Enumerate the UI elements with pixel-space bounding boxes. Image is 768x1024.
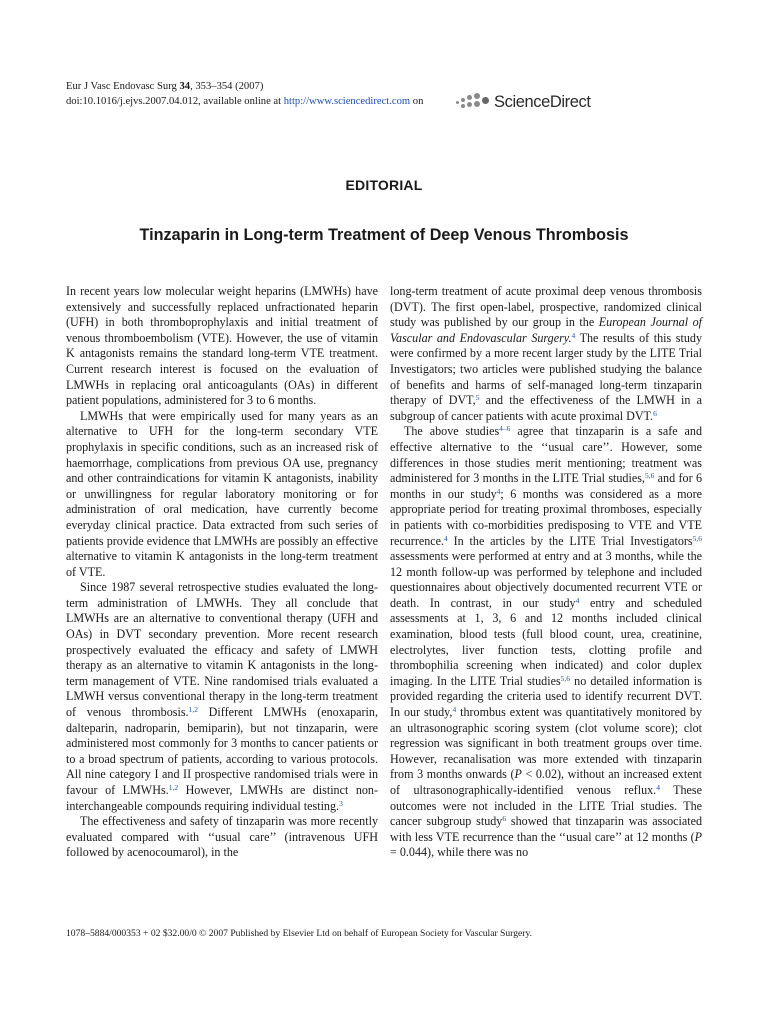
citation-ref[interactable]: 4 xyxy=(571,330,576,340)
citation-ref[interactable]: 1,2 xyxy=(168,783,179,792)
citation-ref[interactable]: 5 xyxy=(475,393,480,403)
citation-ref[interactable]: 5,6 xyxy=(644,471,655,481)
journal-citation xyxy=(66,79,706,94)
citation-ref[interactable]: 1,2 xyxy=(188,705,198,715)
p-value-symbol: P xyxy=(514,767,522,782)
paragraph: The effectiveness and safety of tinzaparin was more recently evaluated compared with ‘‘usual care’’ (intravenous UFH followed by acenocoumarol), in the xyxy=(66,814,378,860)
citation-ref[interactable]: 4 xyxy=(496,486,501,496)
citation-ref[interactable]: 6 xyxy=(653,408,657,418)
citation-ref[interactable]: 4 xyxy=(575,595,580,605)
journal-pages-year: , 353–354 (2007) xyxy=(190,81,264,92)
citation-ref[interactable]: 6 xyxy=(502,814,507,824)
p-value-symbol: P xyxy=(694,829,702,844)
citation-ref[interactable]: 4 xyxy=(656,783,660,792)
citation-ref[interactable]: 3 xyxy=(339,798,343,808)
on-text: on xyxy=(410,96,424,107)
paragraph: long-term treatment of acute proximal deep venous thrombosis (DVT). The first open-label, prospective, randomized clinical study was published by our group in the European Journal of Vascular and Endovascular Surgery.$^4$ The results of this study were confirmed by a more recent larger study by the LITE Trial Investigators; two articles were published studying the balance of benefits and harms of self-managed long-term tinzaparin therapy of DVT,$^5$ and the effectiveness of the LMWH in a subgroup of cancer patients with acute proximal DVT.$^6$ xyxy=(390,284,703,423)
section-label: EDITORIAL xyxy=(345,177,423,193)
sciencedirect-dots-icon xyxy=(456,92,490,112)
citation-ref[interactable]: 4–6 xyxy=(499,424,511,434)
citation-header xyxy=(66,79,706,109)
article-title: Tinzaparin in Long-term Treatment of Deep Venous Thrombosis xyxy=(139,226,629,244)
citation-ref[interactable]: 5,6 xyxy=(692,533,702,543)
sciencedirect-wordmark: ScienceDirect xyxy=(494,92,591,111)
copyright-footer: 1078–5884/000353 + 02 $32.00/0 © 2007 Published by Elsevier Ltd on behalf of European Society for Vascular Surgery. xyxy=(66,928,533,939)
citation-ref[interactable]: 5,6 xyxy=(560,673,571,683)
left-column xyxy=(66,284,378,861)
doi-text: doi:10.1016/j.ejvs.2007.04.012, available online at xyxy=(66,96,284,107)
citation-ref[interactable]: 4 xyxy=(444,533,448,543)
paragraph: LMWHs that were empirically used for many years as an alternative to UFH for the long-term secondary VTE prophylaxis in specific conditions, such as an increased risk of haemorrhage, complications from previous OA use, pregnancy and other contraindications for vitamin K antagonists, inability or unwillingness for regular laboratory monitoring or for administration of oral medication, have currently become everyday clinical practice. Data extracted from such series of patients provide evidence that LMWHs are possibly an effective alternative to vitamin K antagonists in the long-term treatment of VTE. xyxy=(66,408,378,579)
doi-line xyxy=(66,94,706,109)
sciencedirect-logo xyxy=(456,90,591,114)
sciencedirect-link[interactable]: http://www.sciencedirect.com xyxy=(283,96,411,107)
journal-volume: 34 xyxy=(179,81,191,92)
paragraph: Since 1987 several retrospective studies evaluated the long-term administration of LMWHs. They all conclude that LMWHs are an alternative to conventional therapy (UFH and OAs) in DVT secondary prevention. More recent research prospectively evaluated the efficacy and safety of LMWH therapy as an alternative to vitamin K antagonists in the long-term management of VTE. Nine randomised trials evaluated a LMWH versus conventional therapy in the long-term treatment of venous thrombosis.$^{1,2}$ Different LMWHs (enoxaparin, dalteparin, nadroparin, bemiparin), but not tinzaparin, were administered most commonly for 3 months to cancer patients or to a broad spectrum of patients, according to various protocols. All nine category I and II prospective randomised trials were in favour of LMWHs.$^{1,2}$ However, LMWHs are distinct non-interchangeable compounds requiring individual testing.$^3$ xyxy=(66,580,379,813)
journal-name: Eur J Vasc Endovasc Surg xyxy=(66,81,180,92)
right-column xyxy=(390,284,702,861)
journal-name-italic: European Journal of Vascular and Endovascular Surgery. xyxy=(390,315,703,345)
paragraph: The above studies$^{4-6}$ agree that tinzaparin is a safe and effective alternative to the ‘‘usual care’’. However, some differences in those studies merit mentioning; treatment was administered for 3 months in the LITE Trial studies,$^{5,6}$ and for 6 months in our study$^4$; 6 months was considered as a more appropriate period for treating proximal thromboses, especially in patients with co-morbidities predisposing to VTE and VTE recurrence.$^4$ In the articles by the LITE Trial Investigators$^{5,6}$ assessments were performed at entry and at 3 months, while the 12 month follow-up was performed by telephone and included questionnaires about objectively documented recurrent VTE or death. In contrast, in our study$^4$ entry and scheduled assessments at 1, 3, 6 and 12 months included clinical examination, blood tests (full blood count, urea, creatinine, electrolytes, liver function tests, clotting profile and thrombophilia screening when indicated) and color duplex imaging. In the LITE Trial studies$^{5,6}$ no detailed information is provided regarding the criteria used to identify recurrent DVT. In our study,$^4$ thrombus extent was quantitatively monitored by an ultrasonographic scoring system (clot volume score); clot regression was significant in both treatment groups over time. However, recanalisation was more extended with tinzaparin from 3 months onwards (P < 0.02), without an increased extent of ultrasonographically-identified venous reflux.$^4$ These outcomes were not included in the LITE Trial studies. The cancer subgroup study$^6$ showed that tinzaparin was associated with less VTE recurrence than the ‘‘usual care’’ at 12 months (P = 0.044), while there was no xyxy=(390,424,702,860)
citation-ref[interactable]: 4 xyxy=(452,705,457,715)
paragraph: In recent years low molecular weight heparins (LMWHs) have extensively and successfully replaced unfractionated heparin (UFH) in both thromboprophylaxis and initial treatment of venous thromboembolism (VTE). However, the use of vitamin K antagonists remains the standard long-term VTE treatment. Current research interest is focused on the evaluation of LMWHs in replacing oral anticoagulants (OAs) in different patient populations, administered for 3 to 6 months. xyxy=(66,284,378,408)
